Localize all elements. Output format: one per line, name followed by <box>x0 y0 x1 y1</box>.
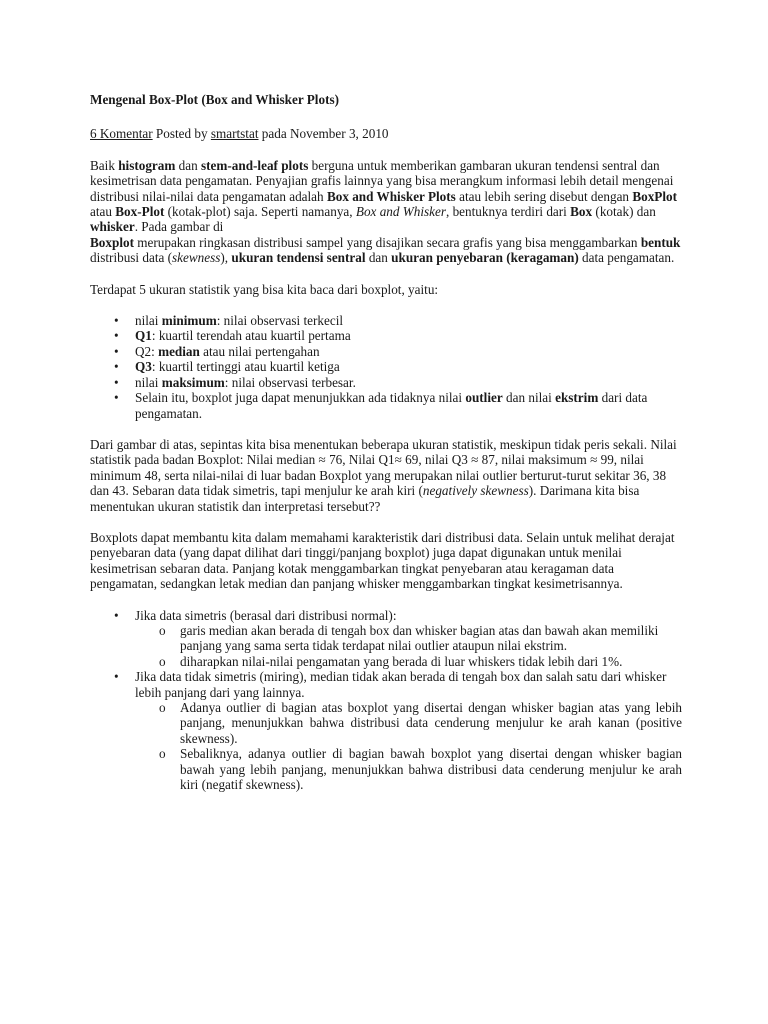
term-negatively-skewness: negatively skewness <box>422 483 529 499</box>
text-run: , bentuknya terdiri dari <box>445 204 571 220</box>
text-run: : kuartil terendah atau kuartil pertama <box>151 328 351 344</box>
term-italic: Box and Whisker <box>355 204 446 220</box>
term-histogram: histogram <box>118 157 176 173</box>
text-run: ). Darimana kita bisa menentukan ukuran statistik dan interpretasi tersebut?? <box>90 483 640 514</box>
list-item <box>90 390 682 421</box>
list-item-text: diharapkan nilai-nilai pengamatan yang berada di luar whiskers tidak lebih dari 1%. <box>180 653 623 669</box>
bullet-icon: • <box>114 343 119 359</box>
text-run: distribusi data ( <box>90 250 173 266</box>
text-run: dan <box>175 157 202 173</box>
post-date: pada November 3, 2010 <box>258 126 389 142</box>
term-stem-and-leaf: stem-and-leaf plots <box>201 157 309 173</box>
bullet-icon: • <box>114 390 119 406</box>
posted-by-text: Posted by <box>152 126 211 142</box>
list-item <box>90 328 682 343</box>
text-run: atau <box>90 204 116 220</box>
text-run: nilai <box>135 313 162 329</box>
sub-list-item <box>90 746 682 792</box>
five-stats-intro: Terdapat 5 ukuran statistik yang bisa kita baca dari boxplot, yaitu: <box>90 281 439 297</box>
list-item <box>90 669 682 700</box>
sub-list-item <box>90 700 682 746</box>
bullet-icon: • <box>114 313 119 329</box>
term-box-plot: Box-Plot <box>115 204 165 220</box>
text-run: dan nilai <box>502 390 556 406</box>
text-run: berguna untuk memberikan gambaran ukuran tendensi sentral dan kesimetrisan data pengamatan. Penyajian grafis lainnya yang bisa merangkum informasi lebih detail mengenai distribusi nilai-nilai data pengamatan adalah <box>90 157 674 204</box>
text-run: . Pada gambar di <box>134 219 224 235</box>
text-run: Q2: <box>135 343 159 359</box>
article-body <box>90 92 682 792</box>
term-median: median <box>158 343 200 359</box>
stats-list <box>90 313 682 421</box>
text-run: : nilai observasi terbesar. <box>224 374 356 390</box>
article-title: Mengenal Box-Plot (Box and Whisker Plots) <box>90 92 339 107</box>
text-run: (kotak-plot) saja. Seperti namanya, <box>164 204 356 220</box>
term-tendensi-sentral: ukuran tendensi sentral <box>231 250 366 266</box>
text-run: atau lebih sering disebut dengan <box>455 188 633 204</box>
intro-paragraph <box>90 158 682 235</box>
text-run: dan <box>365 250 392 266</box>
sub-list-item <box>90 654 682 669</box>
term-skewness: skewness <box>172 250 221 266</box>
term-whisker: whisker <box>90 219 135 235</box>
list-item <box>90 375 682 390</box>
text-run: Selain itu, boxplot juga dapat menunjukkan ada tidaknya nilai <box>135 390 466 406</box>
term-q3: Q3 <box>135 359 152 375</box>
bullet-icon: • <box>114 359 119 375</box>
list-item <box>90 608 682 623</box>
list-item <box>90 344 682 359</box>
bullet-icon: • <box>114 374 119 390</box>
comments-link[interactable]: 6 Komentar <box>90 126 153 142</box>
bullet-icon: • <box>114 328 119 344</box>
author-link[interactable]: smartstat <box>210 126 259 142</box>
term-outlier: outlier <box>465 390 503 406</box>
list-item <box>90 313 682 328</box>
boxplot-definition-paragraph <box>90 235 682 266</box>
term-penyebaran: ukuran penyebaran (keragaman) <box>391 250 579 266</box>
term-maksimum: maksimum <box>161 374 225 390</box>
list-item-text: Jika data tidak simetris (miring), median tidak akan berada di tengah box dan salah satu dari whisker lebih panjang dari yang lainnya. <box>135 669 667 700</box>
list-item-text: Sebaliknya, adanya outlier di bagian bawah boxplot yang disertai dengan whisker bagian bawah yang lebih panjang, menunjukkan bahwa distribusi data cenderung menjulur ke arah kiri (negatif skewness). <box>180 746 682 793</box>
text-run: Dari gambar di atas, sepintas kita bisa menentukan beberapa ukuran statistik, meskipun tidak peris sekali. Nilai statistik pada badan Boxplot: Nilai median ≈ 76, Nilai Q1≈ 69, nilai Q3 ≈ 87, nilai maksimum ≈ 99, nilai minimum 48, serta nilai-nilai di luar badan Boxplot yang merupakan nilai outlier berturut-turut sekitar 36, 38 dan 43. Sebaran data tidak simetris, tapi menjulur ke arah kiri ( <box>90 436 677 499</box>
text-run: Baik <box>90 157 119 173</box>
text-run: nilai <box>135 374 162 390</box>
post-meta <box>90 126 682 141</box>
list-item-text: Jika data simetris (berasal dari distribusi normal): <box>135 607 397 623</box>
characteristics-paragraph: Boxplots dapat membantu kita dalam memahami karakteristik dari distribusi data. Selain untuk melihat derajat penyebaran data (yang dapat dilihat dari tinggi/panjang boxplot) juga dapat digunakan untuk menilai kesimetrisan sebaran data. Panjang kotak menggambarkan tingkat penyebaran atau keragaman data pengamatan, sedangkan letak median dan panjang whisker menggambarkan tingkat kesimetrisannya. <box>90 529 675 592</box>
term-q1: Q1 <box>135 328 152 344</box>
term-ekstrim: ekstrim <box>555 390 599 406</box>
text-run: : kuartil tertinggi atau kuartil ketiga <box>151 359 340 375</box>
text-run: data pengamatan. <box>578 250 675 266</box>
interpretation-paragraph <box>90 437 682 514</box>
text-run: merupakan ringkasan distribusi sampel yang disajikan secara grafis yang bisa menggambarkan <box>133 234 641 250</box>
term-minimum: minimum <box>161 313 217 329</box>
term-bentuk: bentuk <box>640 234 681 250</box>
list-item-text: garis median akan berada di tengah box dan whisker bagian atas dan bawah akan memiliki panjang yang sama serta tidak terdapat nilai outlier ataupun nilai ekstrim. <box>180 622 659 654</box>
text-run: atau nilai pertengahan <box>199 343 320 359</box>
circle-bullet-icon: o <box>159 653 166 669</box>
text-run: ), <box>220 250 232 266</box>
circle-bullet-icon: o <box>159 622 166 638</box>
symmetry-list <box>90 608 682 793</box>
term-box: Box <box>570 204 593 220</box>
bullet-icon: • <box>114 669 119 685</box>
sub-list-item <box>90 623 682 654</box>
list-item <box>90 359 682 374</box>
term-boxplot: BoxPlot <box>632 188 678 204</box>
text-run: : nilai observasi terkecil <box>216 313 344 329</box>
list-item-text: Adanya outlier di bagian atas boxplot yang disertai dengan whisker bagian atas yang lebih panjang, menunjukkan bahwa distribusi data cenderung menjulur ke arah kanan (positive skewness). <box>180 700 682 746</box>
text-run: dari data pengamatan. <box>135 390 648 421</box>
bullet-icon: • <box>114 607 119 623</box>
term-box-whisker: Box and Whisker Plots <box>326 188 456 204</box>
circle-bullet-icon: o <box>159 746 166 762</box>
circle-bullet-icon: o <box>159 700 166 715</box>
text-run: (kotak) dan <box>592 204 656 220</box>
term-boxplot: Boxplot <box>90 234 134 250</box>
